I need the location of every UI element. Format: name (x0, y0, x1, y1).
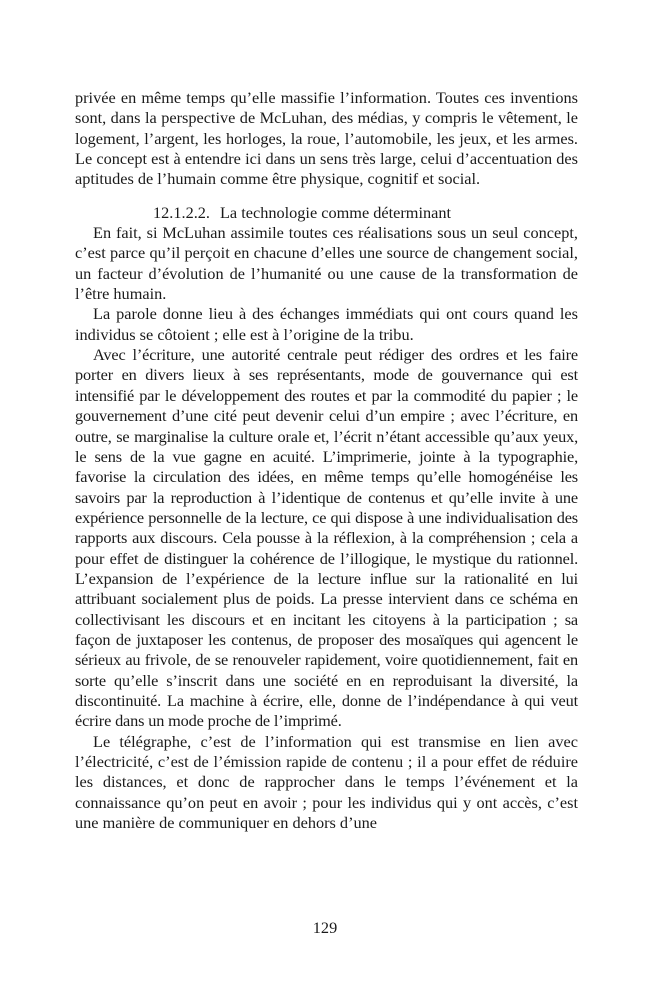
section-title: La technologie comme déterminant (219, 202, 451, 222)
paragraph: La parole donne lieu à des échanges immédiats qui ont cours quand les individus se côtoient ; elle est à l’origine de la tribu. (75, 304, 578, 344)
paragraph-continued: privée en même temps qu’elle massifie l’information. Toutes ces inventions sont, dans la perspective de McLuhan, des médias, y compris le vêtement, le logement, l’argent, les horloges, la roue, l’automobile, les jeux, et les armes. Le concept est à entendre ici dans un sens très large, celui d’accentuation des aptitudes de l’humain comme être physique, cognitif et social. (75, 88, 578, 189)
section-heading (75, 203, 578, 223)
section-number: 12.1.2.2. (153, 202, 210, 222)
page-number: 129 (312, 918, 338, 937)
paragraph: En fait, si McLuhan assimile toutes ces réalisations sous un seul concept, c’est parce qu’il perçoit en chacune d’elles une source de changement social, un facteur d’évolution de l’humanité ou une cause de la transformation de l’être humain. (75, 223, 578, 304)
paragraph: Avec l’écriture, une autorité centrale peut rédiger des ordres et les faire porter en divers lieux à ses représentants, mode de gouvernance qui est intensifié par le développement des routes et par la commodité du papier ; le gouvernement d’une cité peut devenir celui d’un empire ; avec l’écriture, en outre, se marginalise la culture orale et, l’écrit n’étant accessible qu’aux yeux, le sens de la vue gagne en acuité. L’imprimerie, jointe à la typographie, favorise la circulation des idées, en même temps qu’elle homogénéise les savoirs par la reproduction à l’identique de contenus et qu’elle invite à une expérience personnelle de la lecture, ce qui dispose à une individualisation des rapports aux discours. Cela pousse à la réflexion, à la compréhension ; cela a pour effet de distinguer la cohérence de l’illogique, le mystique du rationnel. L’expansion de l’expérience de la lecture influe sur la rationalité en lui attribuant socialement plus de poids. La presse intervient dans ce schéma en collectivisant les discours et en incitant les citoyens à la participation ; sa façon de juxtaposer les contenus, de proposer des mosaïques qui agencent le sérieux au frivole, de se renouveler rapidement, voire quotidiennement, fait en sorte qu’elle s’inscrit dans une société en en reproduisant la diversité, la discontinuité. La machine à écrire, elle, donne de l’indépendance à qui veut écrire dans un mode proche de l’imprimé. (75, 345, 578, 731)
paragraph: Le télégraphe, c’est de l’information qui est transmise en lien avec l’électricité, c’est de l’émission rapide de contenu ; il a pour effet de réduire les distances, et donc de rapprocher dans le temps l’événement et la connaissance qu’on peut en avoir ; pour les individus qui y ont accès, c’est une manière de communiquer en dehors d’une (75, 731, 578, 833)
page-body (75, 88, 578, 833)
